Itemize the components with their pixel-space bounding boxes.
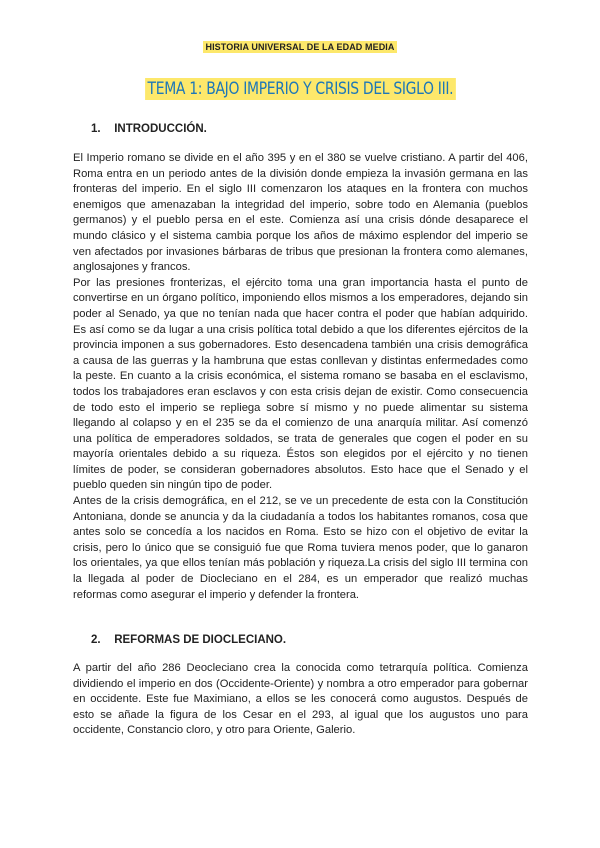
paragraph: El Imperio romano se divide en el año 395 y en el 380 se vuelve cristiano. A partir del 406, Roma entra en un periodo antes de la división donde empieza la invasión germana en las fronteras del imperio. En el siglo III comenzaron los ataques en la frontera con muchos enemigos que amenazaban la integridad del imperio, sobre todo en Alemania (pueblos germanos) y el pueblo persa en el este. Comienza así una crisis dónde desaparece el mundo clásico y el sistema cambia porque los años de máximo esplendor del imperio se ven afectados por invasiones bárbaras de tribus que presionan la frontera como alemanes, anglosajones y francos. [73,152,528,274]
course-title: HISTORIA UNIVERSAL DE LA EDAD MEDIA [205,42,395,52]
section-number: 1. [91,123,101,135]
paragraph: A partir del año 286 Deocleciano crea la conocida como tetrarquía política. Comienza dividiendo el imperio en dos (Occidente-Oriente) y nombra a otro emperador para gobernar en occidente. Este fue Maximiano, a ellos se les conocerá como augustos. Después de esto se añade la figura de los Cesar en el 293, al igual que los augustos uno para occidente, Constancio cloro, y otro para Oriente, Galerio. [73,662,528,737]
running-header [0,37,600,55]
section-heading-reformas [91,634,286,646]
topic-title: TEMA 1: BAJO IMPERIO Y CRISIS DEL SIGLO III. [145,78,456,100]
section-heading-introduccion [91,123,207,135]
section-number: 2. [91,634,101,646]
section-body-reformas [73,661,528,739]
section-title: REFORMAS DE DIOCLECIANO. [114,634,287,646]
page-title [0,78,600,100]
section-title: INTRODUCCIÓN. [114,123,207,135]
section-body-introduccion [73,151,528,603]
paragraph: Antes de la crisis demográfica, en el 212, se ve un precedente de esta con la Constitución Antoniana, donde se anuncia y da la ciudadanía a todos los habitantes romanos, cosa que antes solo se concedía a los nacidos en Roma. Esto se hizo con el objetivo de evitar la crisis, pero lo único que se consiguió fue que Roma tuviera menos poder, que lo ganaron los orientales, ya que ellos tenían más población y riqueza.La crisis del siglo III termina con la llegada al poder de Diocleciano en el 284, es un emperador que realizó muchas reformas como asegurar el imperio y defender la frontera. [73,495,528,601]
paragraph: Por las presiones fronterizas, el ejército toma una gran importancia hasta el punto de convertirse en un órgano político, imponiendo ellos mismos a los emperadores, dejando sin poder al Senado, ya que no tenían nada que hacer contra el poder que habían adquirido. Es así como se da lugar a una crisis política total debido a que los diferentes ejércitos de la provincia imponen a sus gobernadores. Esto desencadena también una crisis demográfica a causa de las guerras y la hambruna que estas conllevan y distintas enfermedades como la peste. En cuanto a la crisis económica, el sistema romano se basaba en el esclavismo, todos los trabajadores eran esclavos y con esta crisis dejan de existir. Como consecuencia de todo esto el imperio se repliega sobre sí mismo y no puede alimentar su sistema llegando al colapso y en el 235 se da el comienzo de una anarquía militar. Así comenzó una política de emperadores soldados, se trata de generales que cogen el poder en su mayoría orientales debido a su riqueza. Éstos son elegidos por el ejército y no tienen límites de poder, se consideran gobernadores absolutos. Esto hace que el Senado y el pueblo queden sin ningún tipo de poder. [73,276,528,492]
